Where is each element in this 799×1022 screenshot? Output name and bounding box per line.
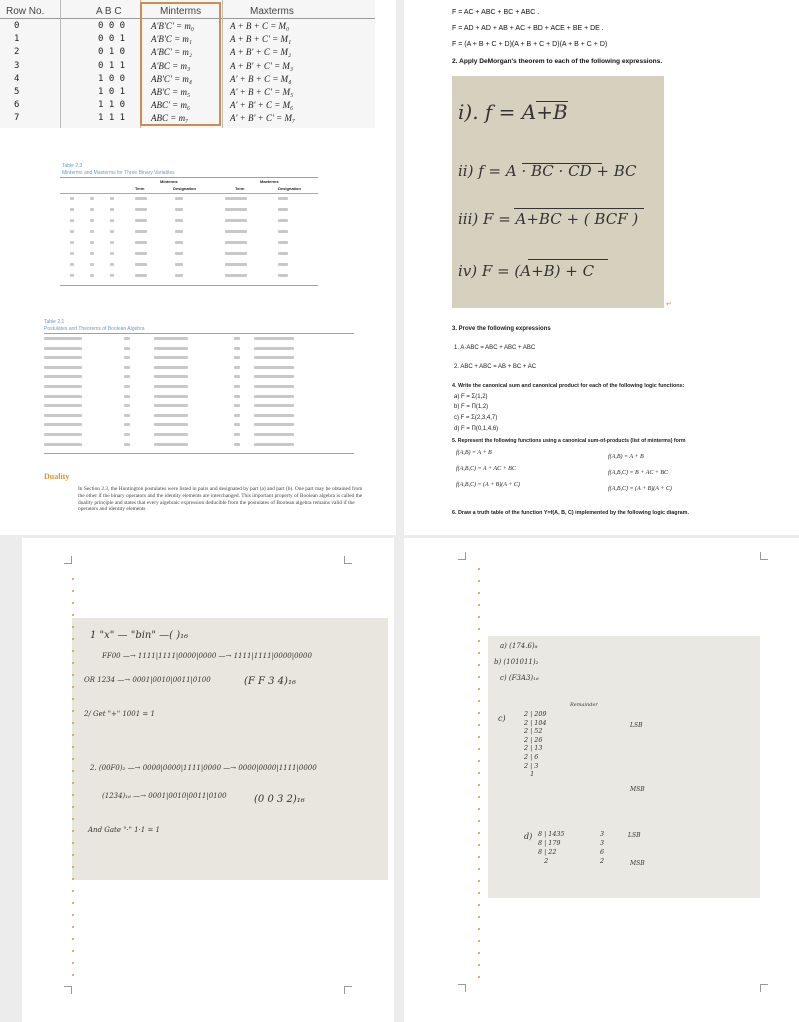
blurred-cell — [90, 241, 94, 244]
table23-title: Table 2.3 — [62, 163, 83, 169]
table-rule — [44, 453, 354, 454]
table23-subtitle: Minterms and Maxterms for Three Binary Variables — [62, 170, 175, 176]
margin-dot — [478, 700, 480, 702]
handwritten-answer-4: iv) F = (A+B) + C — [458, 262, 595, 280]
margin-dot — [478, 676, 480, 678]
margin-dot — [478, 772, 480, 774]
blurred-cell — [175, 274, 183, 277]
blurred-cell — [70, 219, 74, 222]
blurred-cell — [110, 274, 114, 277]
blurred-cell — [225, 274, 247, 277]
table21-title: Table 2.1 — [44, 319, 65, 325]
blurred-cell — [124, 356, 130, 359]
blurred-cell — [90, 230, 94, 233]
hand-line-2: FF00 —→ 1111|1111|0000|0000 —→ 1111|1111|0000|0000 — [102, 652, 312, 660]
handwritten-answer-3: iii) F = A+BC + ( BCF ) — [458, 210, 639, 228]
blurred-cell — [154, 443, 188, 446]
crop-mark — [344, 986, 352, 994]
question-3: 3. Prove the following expressions — [452, 326, 551, 332]
handwritten-photo — [72, 618, 388, 880]
blurred-cell — [44, 404, 82, 407]
blurred-cell — [124, 347, 130, 350]
margin-dot — [72, 638, 74, 640]
blurred-cell — [175, 252, 183, 255]
question-4-c: c) F = Σ(2,3,4,7) — [454, 415, 498, 421]
blurred-cell — [254, 404, 294, 407]
margin-dot — [72, 782, 74, 784]
blurred-cell — [225, 252, 247, 255]
margin-dot — [478, 640, 480, 642]
margin-dot — [72, 878, 74, 880]
margin-dot — [478, 724, 480, 726]
blurred-cell — [124, 443, 130, 446]
handwritten-page-right — [404, 538, 799, 1022]
blurred-cell — [110, 208, 114, 211]
blurred-cell — [234, 347, 240, 350]
margin-dot — [478, 796, 480, 798]
blurred-cell — [234, 414, 240, 417]
blurred-cell — [225, 230, 247, 233]
blurred-cell — [90, 208, 94, 211]
blurred-cell — [44, 433, 82, 436]
margin-dot — [72, 602, 74, 604]
blurred-cell — [175, 230, 183, 233]
blurred-cell — [254, 356, 294, 359]
hand-line-5: 2/ Get "+" 1001 = 1 — [84, 710, 155, 718]
hand-b: b) (101011)₂ — [494, 658, 539, 666]
margin-dot — [72, 854, 74, 856]
margin-dot — [478, 592, 480, 594]
blurred-cell — [44, 347, 82, 350]
crop-mark — [760, 552, 768, 560]
blurred-cell — [124, 366, 130, 369]
blurred-cell — [254, 385, 294, 388]
blurred-cell — [175, 219, 183, 222]
blurred-cell — [234, 375, 240, 378]
blurred-cell — [234, 337, 240, 340]
hand-d: d) — [524, 832, 533, 841]
margin-dot — [72, 686, 74, 688]
question-5-f: f(A,B,C) = (A + B)(A + C) — [608, 486, 672, 492]
margin-dot — [72, 626, 74, 628]
blurred-cell — [124, 375, 130, 378]
blurred-cell — [90, 252, 94, 255]
margin-dot — [72, 650, 74, 652]
duality-paragraph: In Section 2.3, the Huntington postulates were listed in pairs and designated by part (a) and part (b). One part may be obtained from the other if the binary operators and the identity elements are interchanged. This important property of Boolean algebra is called the duality principle and states that every algebraic expression deducible from the postulates of Boolean algebra remains valid if the operators and identity elements — [78, 486, 363, 513]
blurred-cell — [234, 395, 240, 398]
blurred-cell — [254, 414, 294, 417]
margin-dot — [478, 844, 480, 846]
crop-mark — [458, 984, 466, 992]
blurred-cell — [124, 385, 130, 388]
blurred-cell — [278, 208, 288, 211]
table23-blurred — [60, 177, 318, 287]
blurred-cell — [225, 219, 247, 222]
table-rule — [60, 193, 318, 194]
blurred-cell — [135, 197, 147, 200]
margin-dot — [72, 794, 74, 796]
table-rule — [60, 285, 318, 286]
blurred-cell — [278, 274, 288, 277]
margin-dot — [72, 950, 74, 952]
hand-a: a) (174.6)₈ — [500, 642, 538, 650]
blurred-cell — [254, 423, 294, 426]
hand-line-1: 1 "x" — "bin" —( )₁₆ — [90, 630, 189, 641]
blurred-cell — [234, 356, 240, 359]
hand-division-2: 8 | 1435 8 | 179 8 | 22 2 — [538, 830, 565, 865]
margin-dot — [478, 976, 480, 978]
blurred-cell — [44, 385, 82, 388]
equation-2: F = AD + AD + AB + AC + BD + ACE + BE + DE . — [452, 25, 604, 32]
question-5-e: f(A,B,C) = B + AC + BC — [608, 470, 669, 476]
margin-dot — [72, 866, 74, 868]
blurred-cell — [44, 414, 82, 417]
hand-line-3: OR 1234 —→ 0001|0010|0011|0100 — [84, 676, 211, 684]
overline — [536, 101, 568, 102]
question-5-d: f(A,B) = A + B — [608, 454, 644, 460]
blurred-cell — [154, 366, 188, 369]
blurred-cell — [254, 375, 294, 378]
question-5-c: f(A,B,C) = (A + B)(A + C) — [456, 482, 520, 488]
blurred-cell — [154, 414, 188, 417]
margin-dot — [72, 746, 74, 748]
table-rule — [44, 333, 354, 334]
blurred-cell — [135, 263, 147, 266]
margin-dot — [478, 928, 480, 930]
blurred-cell — [154, 385, 188, 388]
margin-dot — [72, 722, 74, 724]
blurred-cell — [135, 219, 147, 222]
blurred-cell — [135, 252, 147, 255]
blurred-cell — [110, 230, 114, 233]
margin-dot — [478, 748, 480, 750]
margin-dot — [72, 674, 74, 676]
hand-c: c) (F3A3)₁₆ — [500, 674, 539, 682]
blurred-cell — [90, 263, 94, 266]
blurred-cell — [278, 219, 288, 222]
handwritten-answer-1: i). f = A+B — [458, 100, 568, 124]
crop-mark — [344, 556, 352, 564]
blurred-cell — [278, 230, 288, 233]
overline — [522, 163, 602, 164]
margin-dot — [72, 710, 74, 712]
margin-dot — [478, 664, 480, 666]
margin-dot — [478, 868, 480, 870]
blurred-cell — [225, 208, 247, 211]
blurred-cell — [44, 395, 82, 398]
blurred-cell — [124, 395, 130, 398]
margin-dot — [72, 578, 74, 580]
blurred-cell — [90, 274, 94, 277]
blurred-cell — [124, 433, 130, 436]
blurred-cell — [135, 230, 147, 233]
hand-remainder-label: Remainder — [570, 702, 598, 708]
margin-dot — [478, 916, 480, 918]
blurred-cell — [254, 347, 294, 350]
blurred-cell — [175, 208, 183, 211]
margin-dot — [478, 760, 480, 762]
blurred-cell — [124, 414, 130, 417]
table21-subtitle: Postulates and Theorems of Boolean Algebra — [44, 326, 145, 332]
handwritten-page-left — [22, 538, 394, 1022]
blurred-cell — [175, 263, 183, 266]
margin-dot — [478, 856, 480, 858]
margin-dot — [478, 688, 480, 690]
blurred-cell — [154, 337, 188, 340]
margin-dot — [72, 842, 74, 844]
blurred-cell — [154, 356, 188, 359]
minterm-values: A'B'C' = m₀ A'B'C = m₁ A'BC' = m₂ A'BC = m₃ AB'C' = m₄ AB'C = m₅ ABC' = m₆ ABC = m₇ — [151, 21, 194, 124]
blurred-cell — [154, 423, 188, 426]
blurred-cell — [110, 252, 114, 255]
equation-1: F = AC + ABC + BC + ABC . — [452, 9, 540, 16]
margin-dot — [72, 806, 74, 808]
margin-dot — [72, 938, 74, 940]
table23-minterms: Minterms — [160, 179, 178, 184]
question-2: 2. Apply DeMorgan's theorem to each of the following expressions. — [452, 58, 663, 65]
margin-dot — [478, 712, 480, 714]
minterms-maxterms-table — [0, 0, 375, 128]
crop-mark — [64, 986, 72, 994]
blurred-cell — [70, 197, 74, 200]
blurred-cell — [124, 423, 130, 426]
table-divider — [60, 0, 61, 128]
blurred-cell — [154, 347, 188, 350]
crop-mark — [458, 552, 466, 560]
margin-dot — [478, 652, 480, 654]
hand-msb-1: MSB — [630, 786, 645, 793]
blurred-cell — [254, 443, 294, 446]
handwritten-photo — [452, 76, 664, 308]
margin-dot — [72, 830, 74, 832]
table-divider — [222, 0, 223, 128]
blurred-cell — [90, 197, 94, 200]
blurred-cell — [234, 404, 240, 407]
margin-dot — [478, 880, 480, 882]
margin-dot — [478, 964, 480, 966]
paragraph-mark-icon: ↵ — [666, 301, 672, 308]
blurred-cell — [110, 219, 114, 222]
question-4: 4. Write the canonical sum and canonical product for each of the following logic functions: — [452, 383, 685, 389]
hand-line-9: And Gate "·" 1·1 = 1 — [88, 826, 161, 834]
table23-term: Term — [135, 186, 145, 191]
overline — [514, 208, 644, 209]
margin-dot — [72, 734, 74, 736]
header-minterms: Minterms — [160, 6, 202, 17]
hand-lsb-2: LSB — [628, 832, 641, 839]
blurred-cell — [225, 241, 247, 244]
header-row-no: Row No. — [6, 6, 45, 17]
margin-dot — [478, 820, 480, 822]
blurred-cell — [70, 208, 74, 211]
table21-blurred — [44, 333, 354, 455]
blurred-cell — [70, 230, 74, 233]
overline — [528, 259, 608, 260]
hand-division-1: 2 | 209 2 | 104 2 | 52 2 | 26 2 | 13 2 | 6 2 | 3 1 — [524, 710, 547, 779]
table23-term: Term — [235, 186, 245, 191]
table23-designation: Designation — [173, 186, 196, 191]
blurred-cell — [234, 443, 240, 446]
margin-dot — [72, 914, 74, 916]
blurred-cell — [124, 404, 130, 407]
question-4-b: b) F = Π(1,2) — [454, 404, 489, 410]
question-5-a: f(A,B) = A + B — [456, 450, 492, 456]
blurred-cell — [70, 241, 74, 244]
margin-dot — [72, 818, 74, 820]
blurred-cell — [90, 219, 94, 222]
question-3-item-1: 1. A·ABC = ABC + ABC + ABC — [454, 345, 536, 351]
textbook-page — [0, 0, 396, 535]
blurred-cell — [278, 197, 288, 200]
blurred-cell — [175, 197, 183, 200]
margin-dot — [72, 614, 74, 616]
margin-dot — [72, 890, 74, 892]
blurred-cell — [70, 274, 74, 277]
blurred-cell — [278, 252, 288, 255]
margin-dot — [478, 784, 480, 786]
crop-mark — [64, 556, 72, 564]
header-abc: A B C — [96, 6, 122, 17]
blurred-cell — [278, 241, 288, 244]
row-numbers: 0 1 2 3 4 5 6 7 — [14, 21, 20, 124]
margin-dot — [478, 628, 480, 630]
blurred-cell — [234, 385, 240, 388]
blurred-cell — [225, 263, 247, 266]
assignment-page — [404, 0, 799, 535]
margin-dot — [72, 926, 74, 928]
margin-dot — [72, 902, 74, 904]
question-4-a: a) F = Σ(1,2) — [454, 394, 488, 400]
blurred-cell — [135, 208, 147, 211]
table23-maxterms: Maxterms — [260, 179, 279, 184]
maxterm-values: A + B + C = M₀ A + B + C' = M₁ A + B' + C = M₂ A + B' + C' = M₃ A' + B + C = M₄ A' + B + C' = M₅ A' + B' + C = M₆ A' + B' + C' = M₇ — [230, 21, 296, 124]
blurred-cell — [110, 197, 114, 200]
blurred-cell — [135, 274, 147, 277]
margin-dot — [72, 590, 74, 592]
blurred-cell — [254, 433, 294, 436]
margin-dot — [478, 580, 480, 582]
margin-dot — [478, 892, 480, 894]
blurred-cell — [154, 375, 188, 378]
hand-line-7: (1234)₁₆ —→ 0001|0010|0011|0100 — [102, 792, 227, 800]
blurred-cell — [254, 366, 294, 369]
blurred-cell — [110, 241, 114, 244]
blurred-cell — [154, 404, 188, 407]
handwritten-answer-2: ii) f = A · BC · CD + BC — [458, 162, 637, 180]
question-5-b: f(A,B,C) = A + AC + BC — [456, 466, 516, 472]
blurred-cell — [70, 252, 74, 255]
blurred-cell — [44, 375, 82, 378]
hand-msb-2: MSB — [630, 860, 645, 867]
hand-c2: c) — [498, 714, 506, 723]
margin-dot — [478, 568, 480, 570]
blurred-cell — [154, 395, 188, 398]
margin-dot — [478, 616, 480, 618]
question-5: 5. Represent the following functions using a canonical sum-of-products (list of minterms) form — [452, 438, 686, 444]
blurred-cell — [44, 443, 82, 446]
margin-dot — [478, 832, 480, 834]
blurred-cell — [254, 395, 294, 398]
margin-dot — [478, 940, 480, 942]
question-4-d: d) F = Π(0,1,4,6) — [454, 426, 499, 432]
blurred-cell — [44, 423, 82, 426]
header-maxterms: Maxterms — [250, 6, 294, 17]
table23-designation: Designation — [278, 186, 301, 191]
hand-line-8: (0 0 3 2)₁₆ — [254, 794, 305, 805]
margin-dot — [478, 604, 480, 606]
margin-dot — [478, 904, 480, 906]
blurred-cell — [124, 337, 130, 340]
abc-values: 0 0 0 0 0 1 0 1 0 0 1 1 1 0 0 1 0 1 1 1 0 1 1 1 — [98, 21, 126, 124]
hand-line-6: 2. (00F0)₂ —→ 0000|0000|1111|0000 —→ 0000|0000|1111|0000 — [90, 764, 317, 772]
margin-dot — [478, 808, 480, 810]
blurred-cell — [135, 241, 147, 244]
blurred-cell — [225, 197, 247, 200]
margin-dot — [72, 962, 74, 964]
blurred-cell — [234, 433, 240, 436]
duality-heading: Duality — [44, 472, 70, 481]
margin-dot — [72, 662, 74, 664]
blurred-cell — [278, 263, 288, 266]
hand-remainders-2: 3 3 6 2 — [600, 830, 605, 865]
hand-lsb-1: LSB — [630, 722, 643, 729]
blurred-cell — [154, 433, 188, 436]
margin-dot — [72, 758, 74, 760]
blurred-cell — [44, 337, 82, 340]
blurred-cell — [175, 241, 183, 244]
handwritten-photo — [488, 636, 760, 898]
blurred-cell — [110, 263, 114, 266]
blurred-cell — [44, 356, 82, 359]
question-3-item-2: 2. ABC + ABC = AB + BC + AC — [454, 364, 537, 370]
blurred-cell — [44, 366, 82, 369]
crop-mark — [760, 984, 768, 992]
hand-line-4: (F F 3 4)₁₆ — [244, 676, 296, 687]
margin-dot — [478, 952, 480, 954]
margin-dot — [72, 974, 74, 976]
blurred-cell — [234, 423, 240, 426]
table-rule — [60, 177, 318, 178]
blurred-cell — [234, 366, 240, 369]
blurred-cell — [70, 263, 74, 266]
question-6: 6. Draw a truth table of the function Y=f(A, B, C) implemented by the following logic diagram. — [452, 510, 689, 516]
equation-3: F = (A + B + C + D)(A + B + C + D)(A + B + C + D) — [452, 41, 608, 48]
margin-dot — [72, 698, 74, 700]
margin-dot — [72, 770, 74, 772]
margin-dot — [478, 736, 480, 738]
blurred-cell — [254, 337, 294, 340]
